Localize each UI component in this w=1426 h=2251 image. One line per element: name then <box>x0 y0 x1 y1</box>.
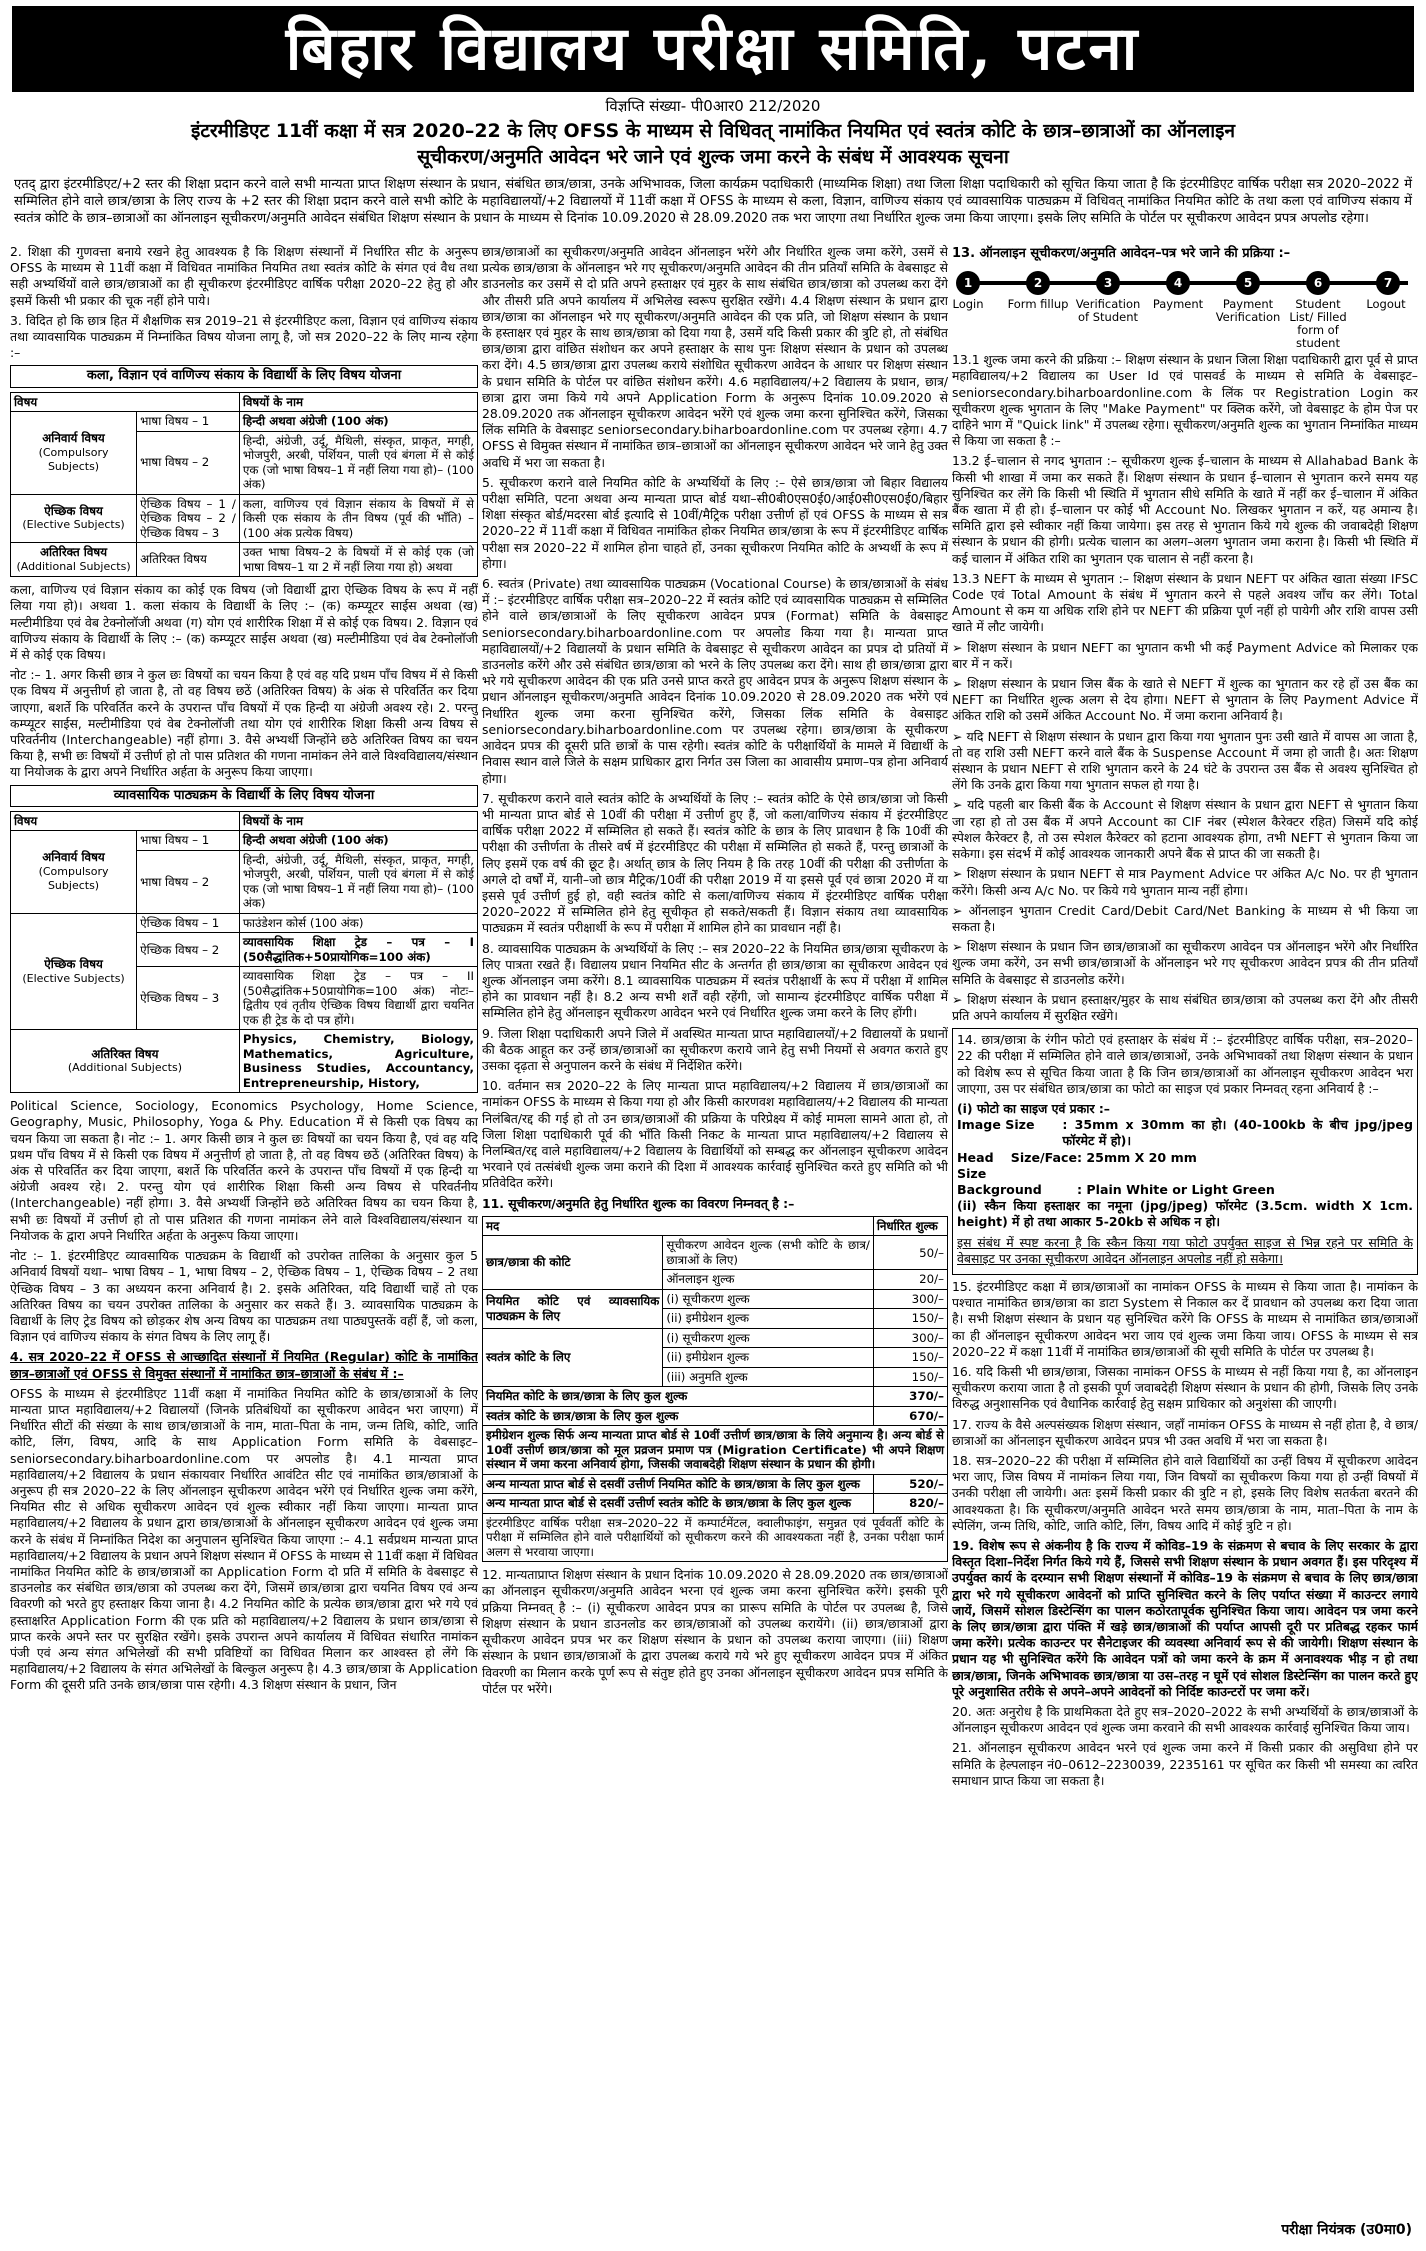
fee-note-2: इंटरमीडिएट वार्षिक परीक्षा सत्र–2020–22 में कम्पार्टमेंटल, क्वालीफाइंग, समुन्नत एवं पूर्ववर्ती कोटि के परीक्षा में सम्मिलित होने वाले परीक्षार्थियों को सूचीकरण करने की आवश्यकता नहीं है, उनका परीक्षा फार्म अलग से भरवाया जाएगा। <box>483 1513 948 1562</box>
para-4-continued: छात्र/छात्राओं का सूचीकरण/अनुमति आवेदन ऑनलाइन भरेंगे और निर्धारित शुल्क जमा करेंगे, उसमें से प्रत्येक छात्र/छात्रा के ऑनलाइन भरे गए सूचीकरण/अनुमति आवेदन की तीन प्रतियाँ समिति के वेबसाइट से डाउनलोड कर उसमें से दो प्रति अपने हस्ताक्षर एवं मुहर के साथ संबंधित छात्र/छात्रा को उपलब्ध करा देंगे और तीसरी प्रति अपने कार्यालय में अभिलेख स्वरूप सुरक्षित रखेंगे। 4.4 शिक्षण संस्थान के प्रधान द्वारा छात्र/छात्रा का ऑनलाइन भरे गए सूचीकरण/अनुमति आवेदन की एक प्रति, जो शिक्षण संस्थान के प्रधान के हस्ताक्षर एवं मुहर के साथ छात्र/छात्रा को दिया गया है, उसमें यदि किसी प्रकार की त्रुटि हो, तो संबंधित छात्र/छात्रा द्वारा वांछित संशोधन कर अपने हस्ताक्षर के साथ पुनः शिक्षण संस्थान के प्रधान को उपलब्ध करा देंगे। 4.5 छात्र/छात्रा द्वारा उपलब्ध कराये संशोधित सूचीकरण आवेदन के आधार पर शिक्षण संस्थान के प्रधान समिति के पोर्टल पर वांछित संशोधन करेंगे। 4.6 महाविद्यालय/+2 विद्यालय के प्रधान, छात्र/छात्रा द्वारा जमा किये गये अपने Application Form के अनुरूप दिनांक 10.09.2020 से 28.09.2020 तक ऑनलाइन सूचीकरण आवेदन भरेंगे एवं शुल्क जमा करना सुनिश्चित करेंगे, जिसका लिंक समिति के वेबसाइट seniorsecondary.biharboardonline.com पर उपलब्ध रहेगा। 4.7 OFSS से विमुक्त संस्थान में नामांकित छात्र–छात्राओं का ऑनलाइन सूचीकरण आवेदन भरे जाने हेतु उक्त अवधि में भरा जा सकता है। <box>482 244 948 470</box>
fee-table <box>482 1216 948 1563</box>
category-label: अतिरिक्त विषय <box>39 545 108 560</box>
para-19: 19. विशेष रूप से अंकनीय है कि राज्य में कोविड–19 के संक्रमण से बचाव के लिए सरकार के द्वारा विस्तृत दिशा–निर्देश निर्गत किये गये हैं, जिससे सभी शिक्षण संस्थान के प्रधान अवगत हैं। इस परिदृश्य में उपर्युक्त कार्य के दरम्यान सभी शिक्षण संस्थानों में कोविड–19 के संक्रमण से बचाव के लिए छात्र/छात्रा द्वारा भरे गये सूचीकरण आवेदनों को प्राप्ति सुनिश्चित करने के लिए पर्याप्त संख्या में काउन्टर लगाये जायें, जिसमें सोशल डिस्टेन्सिंग का पालन कठोरतापूर्वक सुनिश्चित किया जाय। आवेदन पत्र जमा करने के लिए छात्र/छात्रा द्वारा पंक्ति में खड़े छात्र/छात्राओं की पर्याप्त आपसी दूरी पर प्रतिबद्ध रहकर फार्म जमा करेंगे। प्रत्येक काउन्टर पर सैनेटाइजर की व्यवस्था अनिवार्य रूप से की जायेगी। शिक्षण संस्थान के प्रधान यह भी सुनिश्चित करेंगे कि आवेदन पत्रों को जमा करने के क्रम में अनावश्यक भीड़ न हो तथा छात्र/छात्रा, जिनके अभिभावक छात्र/छात्रा या उस–तरह न घूमें एवं सोशल डिस्टेन्सिंग का पालन करते हुए पूरे अनुशासित तरीके से अपने–अपने आवेदनों को निर्दिष्ट काउन्टरों पर जमा करें। <box>952 1538 1418 1699</box>
para-18: 18. सत्र–2020–22 की परीक्षा में सम्मिलित होने वाले विद्यार्थियों का उन्हीं विषय में सूचीकरण आवेदन भरा जाए, जिस विषय में नामांकन लिया गया, जिन विषयों का सूचीकरण किया गया हो उन्हीं विषयों में उनकी परीक्षा ली जायेगी। अतः इसमें किसी प्रकार की त्रुटि न हो, इसके लिए विशेष सतर्कता बरतने की आवश्यकता है। कि सूचीकरण/अनुमति आवेदन भरते समय छात्र/छात्रा के नाम, माता–पिता के नाम के स्पेलिंग, जन्म तिथि, कोटि, जाति कोटि, लिंग, विषय आदि में कोई त्रुटि न हो। <box>952 1453 1418 1533</box>
bullet-text: शिक्षण संस्थान के प्रधान हस्ताक्षर/मुहर के साथ संबंधित छात्र/छात्रा को उपलब्ध करा देंगे और तीसरी प्रति अपने कार्यालय में सुरक्षित रखेंगे। <box>952 991 1418 1023</box>
bullet-text: यदि NEFT से शिक्षण संस्थान के प्रधान द्वारा किया गया भुगतान पुनः उसी खाते में वापस आ जाता है, तो वह राशि उसी NEFT करने वाले बैंक के Suspense Account में जमा हो जाती है। अतः शिक्षण संस्थान के प्रधान NEFT से राशि भुगतान करने के 24 घंटे के उपरान्त उस बैंक से अवश्य सुनिश्चित हो लेंगे कि उनके द्वारा किया गया भुगतान सफल हो गया है। <box>952 728 1418 793</box>
subject-label: ऐच्छिक विषय – 3 <box>137 967 240 1030</box>
para-12: 12. मान्यताप्राप्त शिक्षण संस्थान के प्रधान दिनांक 10.09.2020 से 28.09.2020 तक छात्र/छात्राओं का ऑनलाइन सूचीकरण/अनुमति आवेदन भरना एवं शुल्क जमा करना सुनिश्चित करेंगे। इसकी पूरी प्रक्रिया निम्नवत् है :– (i) सूचीकरण आवेदन प्रपत्र का प्रारूप समिति के पोर्टल पर उपलब्ध है, जिसे शिक्षण संस्थान के प्रधान डाउनलोड कर छात्र/छात्राओं को उपलब्ध करायेंगे। (ii) छात्र/छात्राओं द्वारा सूचीकरण आवेदन प्रपत्र भर कर शिक्षण संस्थान के प्रधान को उपलब्ध कराया जाएगा। (iii) शिक्षण संस्थान के प्रधान छात्र/छात्राओं के द्वारा उपलब्ध कराये गये भरे हुए सूचीकरण आवेदन प्रपत्र में अंकित विवरणी का मिलान करके पूर्ण रूप से संतुष्ट होते हुए उनका ऑनलाइन सूचीकरण आवेदन प्रपत्र समिति के पोर्टल पर भरेंगे। <box>482 1567 948 1696</box>
table-header: विषयों के नाम <box>239 392 477 412</box>
subject-scheme-table <box>10 392 478 578</box>
fee-amount: 300/– <box>873 1328 947 1348</box>
subject-value: फाउंडेशन कोर्स (100 अंक) <box>239 913 477 933</box>
step-dot: 2 <box>1026 271 1050 295</box>
fee-total-label: स्वतंत्र कोटि के छात्र/छात्रा के लिए कुल शुल्क <box>483 1406 874 1426</box>
column-3 <box>952 244 1418 2234</box>
category-label-en: (Additional Subjects) <box>67 1061 182 1075</box>
steps-line <box>956 268 1414 298</box>
spec-row <box>957 1117 1413 1149</box>
fee-item: (i) सूचीकरण शुल्क <box>663 1289 874 1309</box>
vocational-scheme-table <box>10 811 478 1094</box>
fee-total: 520/– <box>873 1474 947 1494</box>
fee-amount: 150/– <box>873 1309 947 1329</box>
process-steps <box>952 246 1418 351</box>
bullet-text: शिक्षण संस्थान के प्रधान जिस बैंक के खाते से NEFT में शुल्क का भुगतान कर रहे हों उस बैंक का NEFT का निर्धारित शुल्क अलग से देय होगा। NEFT से भुगतान के लिए Payment Advice में अंकित राशि को उसमें अंकित Account No. में जमा कराना अनिवार्य है। <box>952 676 1418 724</box>
category-label-en: (Compulsory Subjects) <box>38 864 109 893</box>
step-label: Payment Verification <box>1215 297 1281 325</box>
para-6: 6. स्वतंत्र (Private) तथा व्यावसायिक पाठ्यक्रम (Vocational Course) के छात्र/छात्राओं के संबंध में :– इंटरमीडिएट वार्षिक परीक्षा सत्र–2020–22 में स्वतंत्र कोटि एवं व्यावसायिक पाठ्यक्रम से सम्मिलित होने वाले छात्र/छात्राओं के लिए सूचीकरण आवेदन प्रपत्र (Format) समिति के वेबसाइट seniorsecondary.biharboardonline.com पर अपलोड किया गया है। मान्यता प्राप्त महाविद्यालयों/+2 विद्यालयों के प्रधान समिति के वेबसाइट से सूचीकरण आवेदन का प्रपत्र दो प्रतियों में डाउनलोड करेंगे और उसे संबंधित छात्र/छात्रा को भरने के लिए उपलब्ध करा देंगे। साथ ही छात्र/छात्रा द्वारा भरे गये सूचीकरण आवेदन की एक प्रति उनसे प्राप्त करते हुए आवेदन प्रपत्र के अनुरूप शिक्षण संस्थान के प्रधान ऑनलाइन सूचीकरण/अनुमति आवेदन दिनांक 10.09.2020 से 28.09.2020 तक भरेंगे एवं निर्धारित शुल्क जमा करना सुनिश्चित करेंगे, जिसका लिंक समिति के वेबसाइट seniorsecondary.biharboardonline.com पर उपलब्ध रहेगा। छात्र/छात्रा के सूचीकरण आवेदन प्रपत्र की दूसरी प्रति छात्रों के पास रहेगी। स्वतंत्र कोटि के परीक्षार्थियों के मामले में विद्यार्थी के निवास स्थान वाले जिले के सक्षम प्राधिकार द्वारा निर्गत उस जिला का आवासीय प्रमाण–पत्र होना अनिवार्य होगा। <box>482 576 948 786</box>
category-cell <box>11 1030 240 1093</box>
table-header: मद <box>483 1216 874 1236</box>
signature-spec: (ii) स्कैन किया हस्ताक्षर का नमूना (jpg/jpeg) फॉरमेट (3.5cm. width X 1cm. height) में हो तथा आकार 5-20kb से अधिक न हो। <box>957 1198 1413 1230</box>
fee-item: (ii) इमीग्रेशन शुल्क <box>663 1348 874 1368</box>
signature: परीक्षा नियंत्रक (उ0मा0) <box>1281 2222 1412 2238</box>
subject-value: Physics, Chemistry, Biology, Mathematics, Agriculture, Business Studies, Accountancy, Entrepreneurship, History, <box>239 1030 477 1093</box>
para-21: 21. ऑनलाइन सूचीकरण आवेदन भरने एवं शुल्क जमा करने में किसी प्रकार की असुविधा होने पर समिति के हेल्पलाइन नं0–0612–2230039, 2235161 पर सूचित कर किसी भी समस्या का त्वरित समाधान प्राप्त किया जा सकता है। <box>952 1740 1418 1788</box>
bullet-item: ➢ शिक्षण संस्थान के प्रधान NEFT का भुगतान कभी भी कई Payment Advice को मिलाकर एक बार में न करें। <box>952 639 1418 671</box>
vocational-scheme-title: व्यावसायिक पाठ्यक्रम के विद्यार्थी के लिए विषय योजना <box>10 785 478 807</box>
notice-subject <box>14 118 1412 170</box>
subject-line-2: सूचीकरण/अनुमति आवेदन भरे जाने एवं शुल्क जमा करने के संबंध में आवश्यक सूचना <box>417 146 1009 168</box>
fee-item: (iii) अनुमति शुल्क <box>663 1367 874 1387</box>
subject-label: ऐच्छिक विषय – 1 <box>137 913 240 933</box>
step-label: Login <box>952 297 984 312</box>
category-label: ऐच्छिक विषय <box>44 957 103 972</box>
category-label-en: (Additional Subjects) <box>16 559 131 573</box>
subject-value: उक्त भाषा विषय–2 के विषयों में से कोई एक (जो भाषा विषय–1 या 2 में नहीं लिया गया हो) अथवा <box>239 543 477 577</box>
fee-amount: 150/– <box>873 1367 947 1387</box>
step-label: Logout <box>1366 297 1406 312</box>
step-dot: 7 <box>1376 271 1400 295</box>
category-label: अनिवार्य विषय <box>42 850 105 865</box>
spec-value: : 35mm x 30mm का हो। (40-100kb के बीच jpg/jpeg फॉरमेट में हो)। <box>1062 1117 1413 1149</box>
subject-label: भाषा विषय – 1 <box>137 412 240 432</box>
fee-amount: 150/– <box>873 1348 947 1368</box>
subject-scheme-title: कला, विज्ञान एवं वाणिज्य संकाय के विद्यार्थी के लिए विषय योजना <box>10 365 478 387</box>
step-label: Payment <box>1152 297 1204 312</box>
subject-label: ऐच्छिक विषय – 2 <box>137 933 240 967</box>
category-label-en: (Elective Subjects) <box>22 518 125 532</box>
para-9: 9. जिला शिक्षा पदाधिकारी अपने जिले में अवस्थित मान्यता प्राप्त महाविद्यालयों/+2 विद्यालयों के प्रधानों की बैठक आहूत कर उन्हें छात्र/छात्राओं का सूचीकरण कराये जाने हेतु सभी नियमों से अवगत कराते हुए उसका दृढ़ता से अनुपालन करने के संबंध में निर्देशित करेंगे। <box>482 1025 948 1073</box>
step-dot: 6 <box>1306 271 1330 295</box>
fee-total-label: नियमित कोटि के छात्र/छात्रा के लिए कुल शुल्क <box>483 1387 874 1407</box>
subject-value: व्यावसायिक शिक्षा ट्रेड – पत्र – I (50सैद्धांतिक+50प्रायोगिक=100 अंक) <box>239 933 477 967</box>
para-16: 16. यदि किसी भी छात्र/छात्रा, जिसका नामांकन OFSS के माध्यम से नहीं किया गया है, का ऑनलाइन सूचीकरण कराया जाता है तो इसकी पूर्ण जवाबदेही शिक्षण संस्थान के प्रधान की होगी, जिसके लिए उनके विरुद्ध अनुशासनिक एवं वैधानिक कार्रवाई हेतु सक्षम प्राधिकार को अनुशंसा की जाएगी। <box>952 1363 1418 1412</box>
fee-item: (i) सूचीकरण शुल्क <box>663 1328 874 1348</box>
step-dot: 3 <box>1096 271 1120 295</box>
fee-total-label: अन्य मान्यता प्राप्त बोर्ड से दसवीं उत्तीर्ण स्वतंत्र कोटि के छात्र/छात्रा के लिए कुल शुल्क <box>483 1494 874 1514</box>
fee-category: स्वतंत्र कोटि के लिए <box>483 1328 663 1387</box>
column-2 <box>482 244 948 2234</box>
para-5: 5. सूचीकरण कराने वाले नियमित कोटि के अभ्यर्थियों के लिए :– ऐसे छात्र/छात्रा जो बिहार विद्यालय परीक्षा समिति, पटना अथवा अन्य मान्यता प्राप्त बोर्ड यथा–सी0बी0एस0ई0/आई0सी0एस0ई0/बिहार शिक्षा संस्कृत बोर्ड/मदरसा बोर्ड इत्यादि से 10वीं/मैट्रिक परीक्षा उत्तीर्ण हों एवं OFSS के माध्यम से सत्र 2020–22 में 11वीं कक्षा में विधिवत नामांकित होकर नियमित छात्र/छात्रा के रूप में इंटरमीडिएट वार्षिक परीक्षा सत्र 2020–22 में शामिल होना चाहते हों, उनका सूचीकरण नियमित कोटि के अभ्यर्थी के रूप में होगा। <box>482 474 948 571</box>
notice-number: विज्ञप्ति संख्या- पी0आर0 212/2020 <box>605 97 821 115</box>
fee-total: 370/– <box>873 1387 947 1407</box>
category-cell <box>11 543 137 577</box>
fee-amount: 20/– <box>873 1270 947 1290</box>
step-dot: 1 <box>956 271 980 295</box>
para-11-heading: 11. सूचीकरण/अनुमति हेतु निर्धारित शुल्क का विवरण निम्नवत् है :– <box>482 1195 795 1211</box>
masthead: बिहार विद्यालय परीक्षा समिति, पटना <box>12 6 1414 92</box>
para-3: 3. विदित हो कि छात्र हित में शैक्षणिक सत्र 2019–21 से इंटरमीडिएट कला, विज्ञान एवं वाणिज्य संकाय तथा व्यावसायिक पाठ्यक्रम में निम्नांकित विषय योजना लागू है, जो सत्र 2020–22 के लिए मान्य रहेगा :– <box>10 312 478 361</box>
subject-label: अतिरिक्त विषय <box>137 543 240 577</box>
fee-category: छात्र/छात्रा की कोटि <box>483 1236 663 1290</box>
para-4-heading: 4. सत्र 2020–22 में OFSS से आच्छादित संस्थानों में नियमित (Regular) कोटि के नामांकित छात्र–छात्राओं एवं OFSS से विमुक्त संस्थानों में नामांकित छात्र–छात्राओं के संबंध में :– <box>10 1349 478 1381</box>
category-label: ऐच्छिक विषय <box>44 503 103 518</box>
fee-item: (ii) इमीग्रेशन शुल्क <box>663 1309 874 1329</box>
subject-label: भाषा विषय – 2 <box>137 850 240 913</box>
subject-label: ऐच्छिक विषय – 1 / ऐच्छिक विषय – 2 / ऐच्छिक विषय – 3 <box>137 494 240 543</box>
category-cell <box>11 913 137 1030</box>
spec-key: Background <box>957 1181 1042 1197</box>
spec-key: Image Size <box>957 1117 1035 1133</box>
subject-value: व्यावसायिक शिक्षा ट्रेड – पत्र – II (50सैद्धांतिक+50प्रायोगिक=100 अंक) नोटः– द्वितीय एवं तृतीय ऐच्छिक विषय विद्यार्थी द्वारा चयनित एक ही ट्रेड के दो पत्र होंगे। <box>239 967 477 1030</box>
para-13-3: 13.3 NEFT के माध्यम से भुगतान :– शिक्षण संस्थान के प्रधान NEFT पर अंकित खाता संख्या IFSC Code एवं Total Amount के संबंध में भुगतान करने से पहले अवश्य जाँच कर लेंगे। Total Amount से कम या अधिक राशि होने पर NEFT की प्रक्रिया पूर्ण नहीं हो पायेगी और राशि वापस उसी खाते में लौट जायेगी। <box>952 570 1418 635</box>
category-label: अनिवार्य विषय <box>42 431 105 446</box>
bullet-text: शिक्षण संस्थान के प्रधान जिन छात्र/छात्राओं का सूचीकरण आवेदन पत्र ऑनलाइन भरेंगे और निर्धारित शुल्क जमा करेंगे, उन सभी छात्र/छात्राओं के ऑनलाइन भरे गए सूचीकरण आवेदन प्रपत्र की तीन प्रतियाँ समिति के वेबसाइट से डाउनलोड करेंगे। <box>952 939 1418 987</box>
fee-total: 670/– <box>873 1406 947 1426</box>
para-4: OFSS के माध्यम से इंटरमीडिएट 11वीं कक्षा में नामांकित नियमित कोटि के छात्र/छात्राओं के लिए मान्यता प्राप्त महाविद्यालय/+2 विद्यालयों (जिनके प्रतिबंधियों का सूचीकरण आवेदन भरा जाएगा) में निर्धारित सीटों की संख्या के साथ छात्र/छात्राओं के नाम, माता–पिता के नाम, जन्म तिथि, कोटि, जाति कोटि, लिंग, विषय, आदि के साथ Application Form समिति के वेबसाइट– seniorsecondary.biharboardonline.com पर अपलोड है। 4.1 मान्यता प्राप्त महाविद्यालय/+2 विद्यालय के प्रधान संकायवार निर्धारित आवंटित सीट एवं नामांकित छात्र/छात्राओं के अनुरूप ही सत्र 2020–22 के लिए ऑनलाइन सूचीकरण आवेदन भरेंगे एवं निर्धारित शुल्क जमा करेंगे, नियमित सीट से अधिक सूचीकरण आवेदन एवं शुल्क स्वीकार नहीं किया जाएगा। मान्यता प्राप्त महाविद्यालय/+2 विद्यालय के प्रधान द्वारा छात्र/छात्राओं के ऑनलाइन सूचीकरण आवेदन एवं शुल्क जमा करने के संबंध में निम्नांकित निदेश का अनुपालन सुनिश्चित किया जाएगा :– 4.1 सर्वप्रथम मान्यता प्राप्त महाविद्यालय/+2 विद्यालय के प्रधान अपने शिक्षण संस्थान में OFSS के माध्यम से 11वीं कक्षा में विधिवत नामांकित नियमित कोटि के छात्र/छात्राओं का Application Form दो प्रति में समिति के वेबसाइट से डाउनलोड कर संबंधित छात्र/छात्रा को उपलब्ध करा देंगे, जिसमें छात्र/छात्रा द्वारा चयनित विषय एवं अन्य विवरणी को भरते हुए हस्ताक्षर किया जाना है। 4.2 नियमित कोटि के प्रत्येक छात्र/छात्रा द्वारा भरे गये एवं हस्ताक्षरित Application Form की एक प्रति को महाविद्यालय/+2 विद्यालय के प्रधान छात्र/छात्रा से प्राप्त करके अपने स्तर पर सुरक्षित रखेंगे। इसके उपरान्त अपने कार्यालय में विधिवत संधारित नामांकन पंजी एवं अन्य संगत अभिलेखों की सभी प्रविष्टियों का विधिवत मिलान कर आश्वस्त हो लेंगे कि महाविद्यालय/+2 विद्यालय के संगत अभिलेखों के बिल्कुल अनुरूप है। 4.3 छात्र/छात्रा के Application Form की दूसरी प्रति उनके छात्र/छात्रा पास रहेगी। 4.3 शिक्षण संस्थान के प्रधान, जिन <box>10 1385 478 1693</box>
subject-value: हिन्दी, अंग्रेजी, उर्दू, मैथिली, संस्कृत, प्राकृत, मगही, भोजपुरी, अरबी, पर्शियन, पाली एवं बंगला में से कोई एक (जो भाषा विषय–1 में नहीं लिया गया हो)– (100 अंक) <box>239 850 477 913</box>
subject-value: हिन्दी अथवा अंग्रेजी (100 अंक) <box>239 831 477 851</box>
column-1 <box>10 244 478 2234</box>
spec-row <box>957 1182 1413 1198</box>
table-header: विषय <box>11 811 240 831</box>
category-cell <box>11 412 137 495</box>
bullet-item: ➢ यदि पहली बार किसी बैंक के Account से शिक्षण संस्थान के प्रधान द्वारा NEFT से भुगतान किया जा रहा हो तो उस बैंक में अपने Account का CIF नंबर (स्पेशल कैरेक्टर रहित) जिसमें यदि कोई स्पेशल कैरेक्टर है, तो उस स्पेशल कैरेक्टर को हटाना आवश्यक होगा, तभी NEFT से भुगतान किया जा सकेगा। इस संदर्भ में कोई आवश्यक जानकारी अपने बैंक से प्राप्त की जा सकती है। <box>952 797 1418 862</box>
subject-label: भाषा विषय – 2 <box>137 431 240 494</box>
bullet-text: शिक्षण संस्थान के प्रधान NEFT का भुगतान कभी भी कई Payment Advice को मिलाकर एक बार में न करें। <box>952 639 1418 671</box>
spec-row <box>957 1150 1413 1182</box>
fee-note: इमीग्रेशन शुल्क सिर्फ अन्य मान्यता प्राप्त बोर्ड से 10वीं उत्तीर्ण छात्र/छात्रा के लिये अनुमान्य है। अन्य बोर्ड से 10वीं उत्तीर्ण छात्र/छात्रा को मूल प्रव्रजन प्रमाण पत्र (Migration Certificate) भी अपने शिक्षण संस्थान में जमा करना अनिवार्य होगा, जिसकी जवाबदेही शिक्षण संस्थान के प्रधान की होगी। <box>483 1426 948 1475</box>
category-cell <box>11 494 137 543</box>
subject-line-1: इंटरमीडिएट 11वीं कक्षा में सत्र 2020–22 के लिए OFSS के माध्यम से विधिवत् नामांकित नियमित एवं स्वतंत्र कोटि के छात्र–छात्राओं का ऑनलाइन <box>191 120 1235 142</box>
note-2: नोट :– 1. इंटरमीडिएट व्यावसायिक पाठ्यक्रम के विद्यार्थी को उपरोक्त तालिका के अनुसार कुल 5 अनिवार्य विषयों यथा– भाषा विषय – 1, भाषा विषय – 2, ऐच्छिक विषय – 1, ऐच्छिक विषय – 2 तथा ऐच्छिक विषय – 3 का अध्ययन करना अनिवार्य है। 2. इसके अतिरिक्त, यदि विद्यार्थी चाहें तो एक अतिरिक्त विषय का चयन उपरोक्त तालिका के अनुसार कर सकते हैं। 3. व्यावसायिक पाठ्यक्रम के विद्यार्थी के लिए ट्रेड विषय को छोड़कर शेष अन्य विषय का पाठ्यक्रम तथा पाठ्यपुस्तकें वहीं हैं, जो कला, विज्ञान एवं वाणिज्य संकाय के संगत विषय के लिए लागू हैं। <box>10 1248 478 1345</box>
para-8: 8. व्यावसायिक पाठ्यक्रम के अभ्यर्थियों के लिए :– सत्र 2020–22 के नियमित छात्र/छात्रा सूचीकरण के लिए पात्रता रखते हैं। विद्यालय प्रधान नियमित सीट के अन्तर्गत ही छात्र/छात्रा का सूचीकरण आवेदन एवं शुल्क ऑनलाइन जमा करेंगे। 8.1 व्यावसायिक पाठ्यक्रम में स्वतंत्र परीक्षार्थी के रूप में परीक्षा में शामिल होने का प्रावधान नहीं है। 8.2 अन्य सभी शर्तें वही रहेंगी, जो सामान्य इंटरमीडिएट वार्षिक परीक्षा में सम्मिलित होने हेतु ऑनलाइन सूचीकरण आवेदन भरने एवं निर्धारित शुल्क जमा करने के लिए होंगी। <box>482 940 948 1021</box>
fee-category: नियमित कोटि एवं व्यावसायिक पाठ्यक्रम के लिए <box>483 1289 663 1328</box>
category-label: अतिरिक्त विषय <box>91 1046 159 1061</box>
step-labels <box>952 297 1418 351</box>
step-label: Verification of Student <box>1075 297 1141 325</box>
subject-label: भाषा विषय – 1 <box>137 831 240 851</box>
fee-amount: 50/– <box>873 1236 947 1270</box>
subject-value: कला, वाणिज्य एवं विज्ञान संकाय के विषयों में से किसी एक संकाय के तीन विषय (पूर्व की भाँति) – (100 अंक प्रत्येक विषय) <box>239 494 477 543</box>
bullet-item: ➢ शिक्षण संस्थान के प्रधान जिस बैंक के खाते से NEFT में शुल्क का भुगतान कर रहे हों उस बैंक का NEFT का निर्धारित शुल्क अलग से देय होगा। NEFT से भुगतान के लिए Payment Advice में अंकित राशि को उसमें अंकित Account No. में जमा कराना अनिवार्य है। <box>952 676 1418 724</box>
para-10: 10. वर्तमान सत्र 2020–22 के लिए मान्यता प्राप्त महाविद्यालय/+2 विद्यालय में छात्र/छात्राओं का नामांकन OFSS के माध्यम से किया गया हो और किसी कारणवश महाविद्यालय/+2 विद्यालय की मान्यता निलंबित/रद्द की गई हो तो उन छात्र/छात्राओं की प्रक्रिया के परिप्रेक्ष्य में कोई मामला सामने आता हो, तो जिला शिक्षा पदाधिकारी पूर्व की भाँति किसी निकट के मान्यता प्राप्त महाविद्यालय/+2 विद्यालय से निलम्बित/रद्द वाले महाविद्यालय/+2 विद्यालय के विद्यार्थियों को सम्बद्ध कर ऑनलाइन सूचीकरण आवेदन भरवाने एवं तत्संबंधी शुल्क जमा कराने की दिशा में आवश्यक कार्रवाई सुनिश्चित करते हुए समिति को भी प्रतिवेदित करेंगे। <box>482 1078 948 1191</box>
spec-key: Head Size/Face Size <box>957 1149 1077 1181</box>
table-header: विषय <box>11 392 240 412</box>
para-14: 14. छात्र/छात्रा के रंगीन फोटो एवं हस्ताक्षर के संबंध में :– इंटरमीडिएट वार्षिक परीक्षा, सत्र–2020–22 की परीक्षा में सम्मिलित होने वाले छात्र/छात्राओं, उनके अभिभावकों तथा शिक्षण संस्थान के प्रधान को विशेष रूप से सूचित किया जाता है कि जिन छात्र/छात्राओं का ऑनलाइन सूचीकरण आवेदन भरा जाएगा, उस पर संबंधित छात्र/छात्रा का फोटो का साइज एवं प्रकार निम्नवत् रहना अनिवार्य है :– <box>957 1032 1413 1096</box>
table-header: निर्धारित शुल्क <box>873 1216 947 1236</box>
para-13-2: 13.2 ई–चालान से नगद भुगतान :– सूचीकरण शुल्क ई–चालान के माध्यम से Allahabad Bank के किसी भी शाखा में जमा कर सकते हैं। शिक्षण संस्थान के प्रधान ई–चालान से भुगतान करने समय यह सुनिश्चित कर लेंगे कि किसी भी स्थिति में भुगतान सीधे समिति के खाते में नहीं कर ई–चालान में अंकित बैंक खाता में ही हो। ई–चालान पर कोई भी Account No. लिखकर भुगतान न करें, यह अमान्य है। समिति द्वारा इसे स्वीकार नहीं किया जायेगा। इस तरह से भुगतान किये गये शुल्क की जवाबदेही शिक्षण संस्थान के प्रधान की होगी। प्रत्येक चालान का अलग–अलग भुगतान जमा कराना है। किसी भी स्थिति में कई चालान में अंकित राशि का भुगतान एक चालान से नहीं करना है। <box>952 453 1418 566</box>
para-17: 17. राज्य के वैसे अल्पसंख्यक शिक्षण संस्थान, जहाँ नामांकन OFSS के माध्यम से नहीं होता है, वे छात्र/छात्राओं का ऑनलाइन सूचीकरण आवेदन प्रपत्र भी उक्त अवधि में भरा जा सकता है। <box>952 1416 1418 1448</box>
note-1: नोट :– 1. अगर किसी छात्र ने कुल छः विषयों का चयन किया है एवं वह यदि प्रथम पाँच विषय में से किसी एक विषय में अनुत्तीर्ण हो जाता है, तो वह विषय छठें (अतिरिक्त विषय) के अंक से परिवर्तित कर दिया जाएगा, बशर्ते कि परिवर्तित करने के उपरान्त पाँच विषयों में एक हिन्दी या अंग्रेजी अवश्य रहे। 2. परन्तु कम्प्यूटर साईस, मल्टीमीडिया एवं वेब टेक्नोलॉजी तथा योग एवं शारीरिक शिक्षा किसी अन्य विषय से परिवर्तनीय (Interchangeable) नहीं होगा। 3. वैसे अभ्यर्थी जिन्होंने छठे अतिरिक्त विषय का चयन किया है, सभी छः विषयों में उत्तीर्ण हो तो पास प्रतिशत की गणना नामांकन लेने वाले विश्वविद्यालय/संस्थान या नियोजक के द्वारा अपने निर्धारित अर्हता के अनुरूप किया जाएगा। <box>10 667 478 780</box>
bullet-text: शिक्षण संस्थान के प्रधान NEFT से मात्र Payment Advice पर अंकित A/c No. पर ही भुगतान करेंगे। किसी अन्य A/c No. पर किये गये भुगतान मान्य नहीं होगा। <box>952 866 1418 898</box>
para-15: 15. इंटरमीडिएट कक्षा में छात्र/छात्राओं का नामांकन OFSS के माध्यम से किया जाता है। नामांकन के पश्चात नामांकित छात्र/छात्रा का डाटा System से निकाल कर दें प्रावधान को उपलब्ध करा दिया जाता है। सभी शिक्षण संस्थान के प्रधान यह सुनिश्चित करेंगे कि OFSS के माध्यम से नामांकित छात्र/छात्राओं का ही ऑनलाइन सूचीकरण आवेदन भरा जाय एवं शुल्क जमा किया जाय। OFSS के माध्यम से सत्र 2020–22 में कक्षा 11वीं में नामांकित छात्र/छात्राओं की सूची समिति के पोर्टल पर उपलब्ध है। <box>952 1278 1418 1359</box>
photo-spec-heading: (i) फोटो का साइज एवं प्रकार :– <box>957 1100 1110 1116</box>
para-13-heading: 13. ऑनलाइन सूचीकरण/अनुमति आवेदन–पत्र भरे जाने की प्रक्रिया :– <box>952 246 1291 261</box>
subject-value: हिन्दी अथवा अंग्रेजी (100 अंक) <box>239 412 477 432</box>
table-header: विषयों के नाम <box>239 811 477 831</box>
bullet-item: ➢ शिक्षण संस्थान के प्रधान NEFT से मात्र Payment Advice पर अंकित A/c No. पर ही भुगतान करेंगे। किसी अन्य A/c No. पर किये गये भुगतान मान्य नहीं होगा। <box>952 866 1418 898</box>
fee-item: ऑनलाइन शुल्क <box>663 1270 874 1290</box>
step-label: Form fillup <box>1007 297 1069 312</box>
step-dot: 4 <box>1166 271 1190 295</box>
spec-value: : Plain White or Light Green <box>1077 1181 1275 1197</box>
photo-note: इस संबंध में स्पष्ट करना है कि स्कैन किया गया फोटो उपर्युक्त साइज से भिन्न रहने पर समिति के वेबसाइट पर उनका सूचीकरण आवेदन ऑनलाइन अपलोड नहीं हो सकेगा। <box>957 1234 1413 1266</box>
category-cell <box>11 831 137 914</box>
vocational-additional-text: Political Science, Sociology, Economics Psychology, Home Science, Geography, Music, Philosophy, Yoga & Phy. Education में से किसी एक विषय का चयन किया जा सकता है। नोट :– 1. अगर किसी छात्र ने कुल छः विषयों का चयन किया है, एवं वह यदि प्रथम पाँच विषय में से किसी एक विषय में अनुत्तीर्ण हो जाता है, तो वह विषय छठें (अतिरिक्त विषय) के अंक से परिवर्तित कर दिया जाएगा, बशर्ते कि परिवर्तित करने के उपरान्त पाँच विषयों में एक हिन्दी या अंग्रेजी अवश्य रहे। 2. परन्तु योग एवं शारीरिक शिक्षा किसी अन्य विषय से परिवर्तनीय (Interchangeable) नहीं होगा। 3. वैसे अभ्यर्थी जिन्होंने छठे अतिरिक्त विषय का चयन किया है, सभी छः विषयों में उत्तीर्ण हो तो पास प्रतिशत की गणना नामांकन लेने वाले विश्वविद्यालय/संस्थान या नियोजक के द्वारा अपने निर्धारित अर्हता के अनुरूप किया जाएगा। <box>10 1098 478 1243</box>
para-20: 20. अतः अनुरोध है कि प्राथमिकता देते हुए सत्र–2020–2022 के सभी अभ्यर्थियों के छात्र/छात्राओं के ऑनलाइन सूचीकरण आवेदन एवं शुल्क जमा करवाने की सभी आवश्यक कार्रवाई सुनिश्चित किया जाय। <box>952 1704 1418 1736</box>
step-label: Student List/ Filled form of student <box>1289 297 1347 351</box>
category-label-en: (Compulsory Subjects) <box>38 445 109 474</box>
fee-item: सूचीकरण आवेदन शुल्क (सभी कोटि के छात्र/छात्राओं के लिए) <box>663 1236 874 1270</box>
spec-value: : 25mm X 20 mm <box>1077 1149 1197 1165</box>
bullet-text: यदि पहली बार किसी बैंक के Account से शिक्षण संस्थान के प्रधान द्वारा NEFT से भुगतान किया जा रहा हो तो उस बैंक में अपने Account का CIF नंबर (स्पेशल कैरेक्टर रहित) जिसमें यदि कोई स्पेशल कैरेक्टर है, तो उस स्पेशल कैरेक्टर को हटाना आवश्यक होगा, तभी NEFT से भुगतान किया जा सकेगा। इस संदर्भ में कोई आवश्यक जानकारी अपने बैंक से प्राप्त की जा सकती है। <box>952 797 1418 862</box>
bullet-item: ➢ यदि NEFT से शिक्षण संस्थान के प्रधान द्वारा किया गया भुगतान पुनः उसी खाते में वापस आ जाता है, तो वह राशि उसी NEFT करने वाले बैंक के Suspense Account में जमा हो जाती है। अतः शिक्षण संस्थान के प्रधान NEFT से राशि भुगतान करने के 24 घंटे के उपरान्त उस बैंक से अवश्य सुनिश्चित हो लेंगे कि उनके द्वारा किया गया भुगतान सफल हो गया है। <box>952 728 1418 793</box>
subject-value: हिन्दी, अंग्रेजी, उर्दू, मैथिली, संस्कृत, प्राकृत, मगही, भोजपुरी, अरबी, पर्शियन, पाली एवं बंगला में से कोई एक (जो भाषा विषय–1 में नहीं लिया गया हो)– (100 अंक) <box>239 431 477 494</box>
fee-amount: 300/– <box>873 1289 947 1309</box>
para-13-1: 13.1 शुल्क जमा करने की प्रक्रिया :– शिक्षण संस्थान के प्रधान जिला शिक्षा पदाधिकारी द्वारा पूर्व से प्राप्त महाविद्यालय/+2 विद्यालय का User Id एवं पासवर्ड के माध्यम से समिति के वेबसाइट– seniorsecondary.biharboardonline.com के लिंक पर Registration Login कर सूचीकरण शुल्क भुगतान के लिए "Make Payment" पर क्लिक करेंगे, जो वेबसाइट के होम पेज पर दाहिने भाग में "Quick link" में उपलब्ध रहेगा। सूचीकरण/अनुमति शुल्क का भुगतान निम्नांकित माध्यम से किया जा सकता है :– <box>952 352 1418 449</box>
bullet-item: ➢ शिक्षण संस्थान के प्रधान हस्ताक्षर/मुहर के साथ संबंधित छात्र/छात्रा को उपलब्ध करा देंगे और तीसरी प्रति अपने कार्यालय में सुरक्षित रखेंगे। <box>952 991 1418 1023</box>
intro-paragraph: एतद् द्वारा इंटरमीडिएट/+2 स्तर की शिक्षा प्रदान करने वाले सभी मान्यता प्राप्त शिक्षण संस्थान के प्रधान, संबंधित छात्र/छात्रा, उनके अभिभावक, जिला कार्यक्रम पदाधिकारी (माध्यमिक शिक्षा) तथा जिला शिक्षा पदाधिकारी को सूचित किया जाता है कि इंटरमीडिएट वार्षिक परीक्षा सत्र 2020–2022 में सम्मिलित होने वाले छात्र/छात्रा के लिए राज्य के +2 स्तर की शिक्षा प्रदान करने वाले सभी कोटि के महाविद्यालयों/+2 विद्यालयों में 11वीं कक्षा में OFSS के माध्यम से कला, विज्ञान, वाणिज्य संकाय एवं व्यावसायिक पाठ्यक्रम में विधिवत् नामांकित नियमित कोटि के तथा कला एवं वाणिज्य संकाय में स्वतंत्र कोटि के छात्र–छात्राओं का ऑनलाइन सूचीकरण/अनुमति आवेदन संबंधित शिक्षण संस्थान के प्रधान के माध्यम से दिनांक 10.09.2020 से 28.09.2020 तक भरा जाएगा तथा निर्धारित शुल्क जमा किया जाएगा। इसके लिए समिति के पोर्टल पर सूचीकरण आवेदन प्रपत्र अपलोड रहेगा। <box>14 177 1412 226</box>
bullet-text: ऑनलाइन भुगतान Credit Card/Debit Card/Net Banking के माध्यम से भी किया जा सकता है। <box>952 902 1418 934</box>
para-7: 7. सूचीकरण कराने वाले स्वतंत्र कोटि के अभ्यर्थियों के लिए :– स्वतंत्र कोटि के ऐसे छात्र/छात्रा जो किसी भी मान्यता प्राप्त बोर्ड से 10वीं की परीक्षा में उत्तीर्ण हुए हैं, जो कला/वाणिज्य संकाय में इंटरमीडिएट वार्षिक परीक्षा 2022 में सम्मिलित हो सकते हैं। स्वतंत्र कोटि के छात्र के लिए प्रावधान है कि 10वीं की परीक्षा की उत्तीर्णता के तीसरे वर्ष में इंटरमीडिएट की परीक्षा में सम्मिलित हो सकते हैं, परन्तु छात्राओं के लिए इसमें एक वर्ष की छूट है। अर्थात् छात्र के लिए नियम है कि तरह 10वीं की परीक्षा की उत्तीर्णता के अगले दो वर्षों में, यानी–जो छात्र मैट्रिक/10वीं की परीक्षा 2019 में या इससे पूर्व एवं छात्रा 2020 में या इससे पूर्व उत्तीर्ण हुई हो, वही स्वतंत्र कोटि से कला/वाणिज्य संकाय में इंटरमीडिएट वार्षिक परीक्षा 2020–2022 में सम्मिलित होने हेतु सूचीकृत हो सकते/सकती हैं। विज्ञान संकाय तथा व्यावसायिक पाठ्यक्रम में स्वतंत्र परीक्षार्थी के रूप में परीक्षा में शामिल होने का प्रावधान नहीं है। <box>482 790 948 936</box>
step-dot: 5 <box>1236 271 1260 295</box>
category-label-en: (Elective Subjects) <box>22 971 125 985</box>
photo-signature-box <box>952 1028 1418 1275</box>
fee-total-label: अन्य मान्यता प्राप्त बोर्ड से दसवीं उत्तीर्ण नियमित कोटि के छात्र/छात्रा के लिए कुल शुल्क <box>483 1474 874 1494</box>
fee-total: 820/– <box>873 1494 947 1514</box>
bullet-item: ➢ शिक्षण संस्थान के प्रधान जिन छात्र/छात्राओं का सूचीकरण आवेदन पत्र ऑनलाइन भरेंगे और निर्धारित शुल्क जमा करेंगे, उन सभी छात्र/छात्राओं के ऑनलाइन भरे गए सूचीकरण आवेदन प्रपत्र की तीन प्रतियाँ समिति के वेबसाइट से डाउनलोड करेंगे। <box>952 939 1418 987</box>
additional-subject-text: कला, वाणिज्य एवं विज्ञान संकाय का कोई एक विषय (जो विद्यार्थी द्वारा ऐच्छिक विषय के रूप में नहीं लिया गया हो)। अथवा 1. कला संकाय के विद्यार्थी के लिए :– (क) कम्प्यूटर साईस अथवा (ख) मल्टीमीडिया एवं वेब टेक्नोलॉजी अथवा (ग) योग एवं शारीरिक शिक्षा में से कोई एक विषय। 2. विज्ञान एवं वाणिज्य संकाय के विद्यार्थी के लिए :– (क) कम्प्यूटर साईस अथवा (ख) मल्टीमीडिया एवं वेब टेक्नोलॉजी में से कोई एक विषय। <box>10 582 478 662</box>
para-2: 2. शिक्षा की गुणवत्ता बनाये रखने हेतु आवश्यक है कि शिक्षण संस्थानों में निर्धारित सीट के अनुरूप OFSS के माध्यम से 11वीं कक्षा में विधिवत नामांकित नियमित तथा स्वतंत्र कोटि के संगत एवं वैध तथा सही अभ्यर्थियों वाले छात्र/छात्राओं का ही सूचीकरण इंटरमीडिएट वार्षिक परीक्षा 2020–22 हेतु हो और इसमें किसी भी प्रकार की चूक नहीं होने पाये। <box>10 244 478 308</box>
bullet-item: ➢ ऑनलाइन भुगतान Credit Card/Debit Card/Net Banking के माध्यम से भी किया जा सकता है। <box>952 902 1418 934</box>
